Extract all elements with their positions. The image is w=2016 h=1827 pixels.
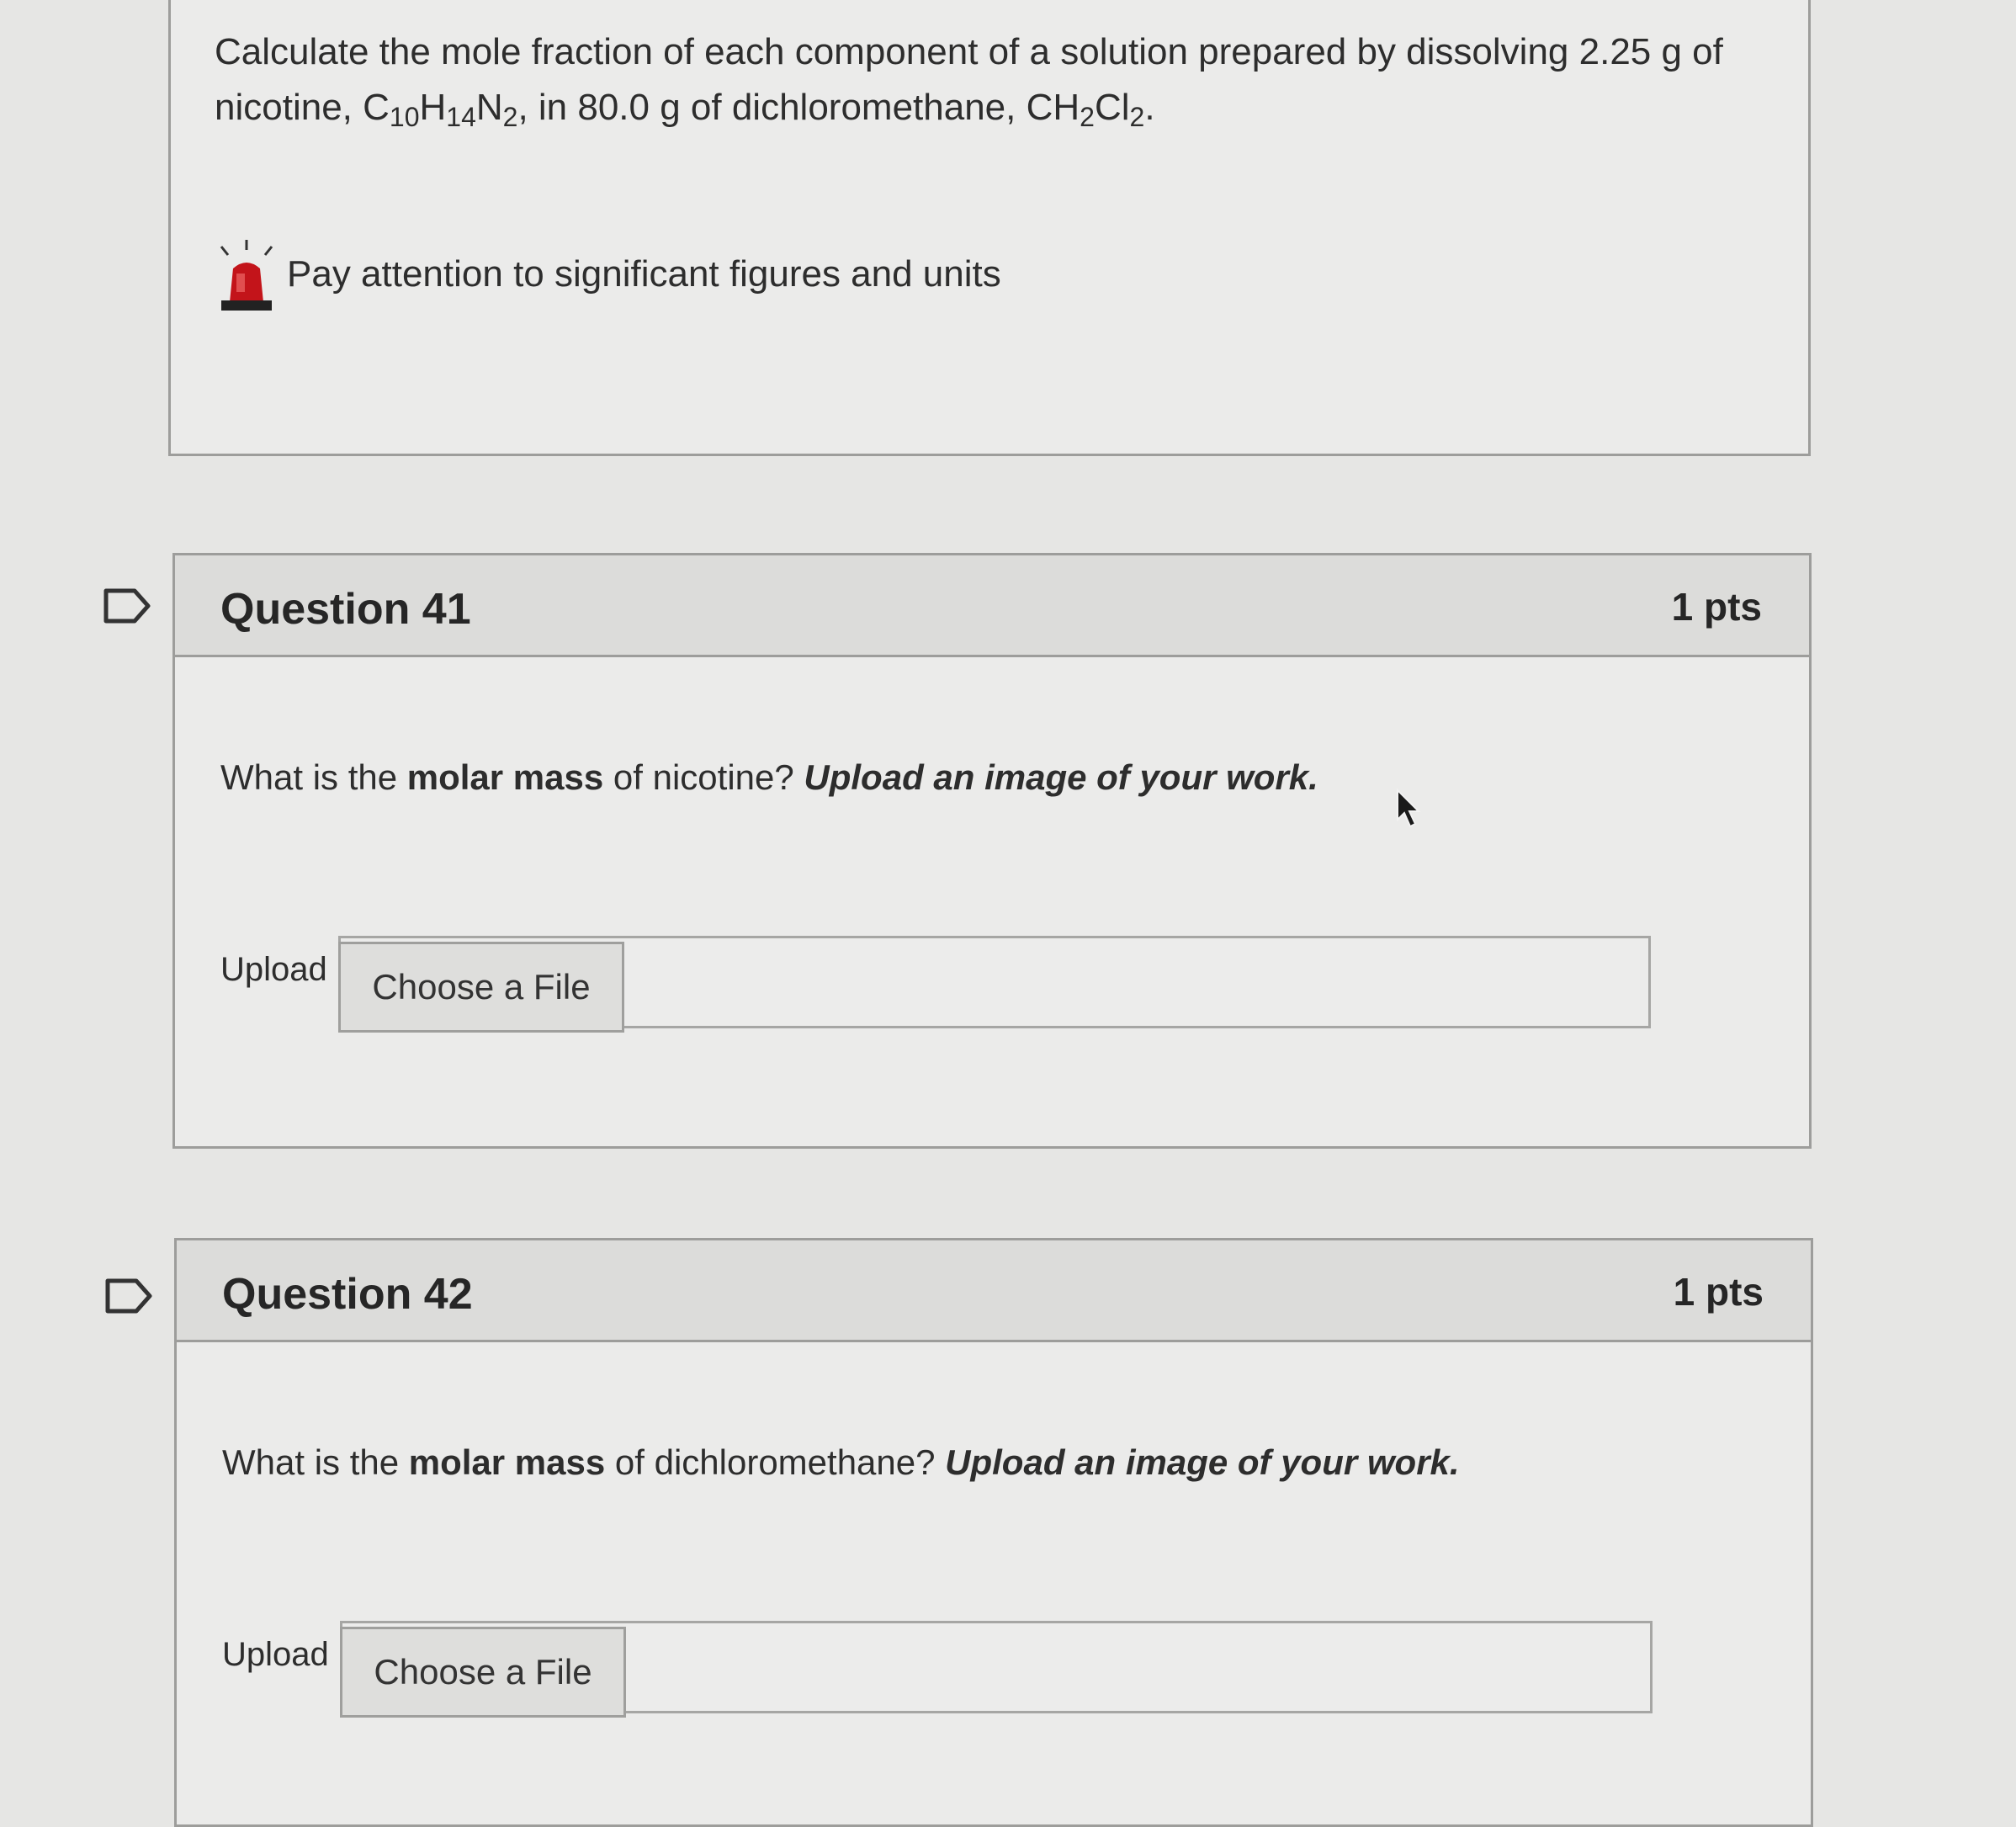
formula-h: H xyxy=(419,87,447,128)
question-points: 1 pts xyxy=(1671,585,1762,629)
prompt-start: What is the xyxy=(222,1442,409,1482)
question-intro-text xyxy=(215,24,1763,135)
flag-outline-icon[interactable] xyxy=(103,587,153,624)
formula-cl-subscript: 2 xyxy=(1129,102,1145,132)
question-41-panel xyxy=(172,553,1812,1149)
formula-h-subscript: 14 xyxy=(446,102,476,132)
intro-line-2-mid: , in 80.0 g of dichloromethane, CH xyxy=(517,87,1080,128)
prompt-mid: of nicotine? xyxy=(603,757,804,797)
choose-file-button[interactable]: Choose a File xyxy=(338,942,624,1033)
intro-line-1: Calculate the mole fraction of each component of a solution prepared by dissolving 2.25 g of xyxy=(215,31,1723,72)
question-points: 1 pts xyxy=(1673,1270,1764,1314)
significant-figures-alert xyxy=(215,236,1001,317)
file-upload-field[interactable] xyxy=(338,936,1651,1028)
intro-line-2-prefix: nicotine, C xyxy=(215,87,390,128)
question-header xyxy=(177,1240,1811,1342)
question-title: Question 42 xyxy=(222,1270,473,1319)
mouse-pointer-icon xyxy=(1395,788,1422,830)
question-title: Question 41 xyxy=(220,585,471,634)
intro-line-2 xyxy=(215,80,1763,135)
question-header xyxy=(175,555,1809,657)
question-42-panel xyxy=(174,1238,1813,1827)
file-upload-row xyxy=(220,936,1659,1033)
formula-c-subscript: 10 xyxy=(389,102,420,132)
formula-cl: Cl xyxy=(1094,87,1130,128)
upload-label: Upload xyxy=(220,951,327,988)
choose-file-button[interactable]: Choose a File xyxy=(340,1627,626,1718)
prompt-emphasis: Upload an image of your work. xyxy=(804,757,1318,797)
siren-icon xyxy=(215,236,279,317)
formula-ch-subscript: 2 xyxy=(1080,102,1095,132)
prompt-emphasis: Upload an image of your work. xyxy=(945,1442,1460,1482)
intro-line-2-end: . xyxy=(1144,87,1155,128)
alert-text: Pay attention to significant figures and units xyxy=(287,253,1001,295)
prompt-bold: molar mass xyxy=(406,757,604,797)
question-prompt xyxy=(220,757,1318,798)
question-intro-panel xyxy=(168,0,1811,456)
flag-outline-icon[interactable] xyxy=(104,1277,155,1314)
question-prompt xyxy=(222,1442,1460,1483)
file-upload-row xyxy=(222,1621,1661,1718)
prompt-mid: of dichloromethane? xyxy=(605,1442,946,1482)
formula-n-subscript: 2 xyxy=(502,102,518,132)
formula-n: N xyxy=(475,87,503,128)
prompt-start: What is the xyxy=(220,757,407,797)
upload-label: Upload xyxy=(222,1636,329,1673)
prompt-bold: molar mass xyxy=(408,1442,606,1482)
file-upload-field[interactable] xyxy=(340,1621,1653,1713)
